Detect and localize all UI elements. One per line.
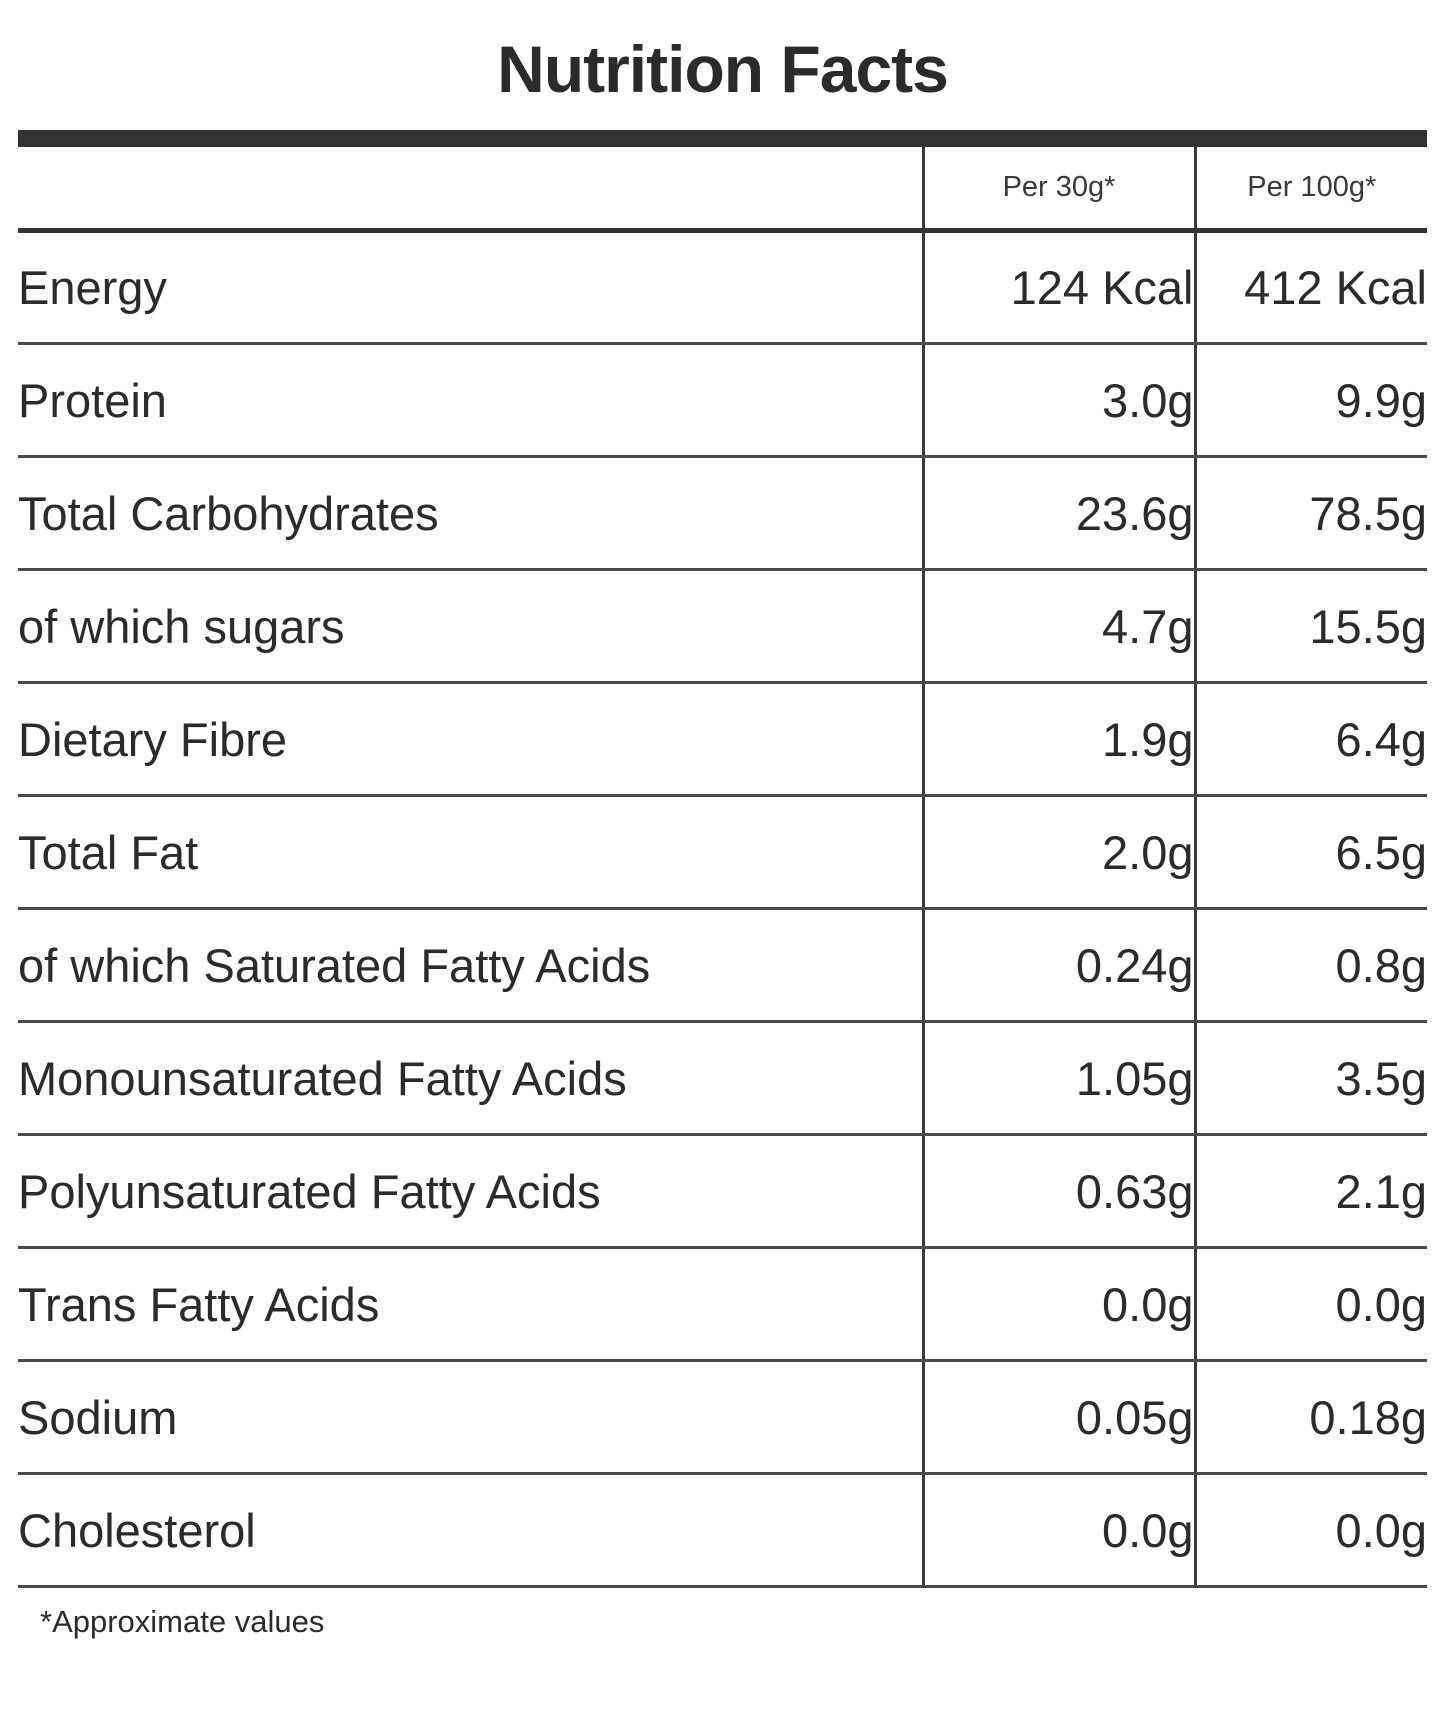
nutrient-name: Polyunsaturated Fatty Acids [18, 1135, 923, 1248]
nutrient-name: Cholesterol [18, 1474, 923, 1587]
nutrient-value-per-serving: 23.6g [923, 457, 1195, 570]
nutrient-name: Total Fat [18, 796, 923, 909]
nutrient-value-per-serving: 0.0g [923, 1474, 1195, 1587]
table-row [18, 1135, 1427, 1248]
page-title: Nutrition Facts [497, 32, 948, 106]
nutrient-value-per-serving: 0.24g [923, 909, 1195, 1022]
column-header-nutrient [18, 147, 923, 231]
nutrient-name: Sodium [18, 1361, 923, 1474]
nutrient-value-per-serving: 1.9g [923, 683, 1195, 796]
nutrient-name: Trans Fatty Acids [18, 1248, 923, 1361]
table-header-row [18, 147, 1427, 231]
nutrient-name: of which sugars [18, 570, 923, 683]
table-row [18, 683, 1427, 796]
nutrient-name: Monounsaturated Fatty Acids [18, 1022, 923, 1135]
table-row [18, 570, 1427, 683]
nutrient-value-per-100g: 15.5g [1195, 570, 1427, 683]
table-row [18, 1248, 1427, 1361]
nutrient-value-per-100g: 78.5g [1195, 457, 1427, 570]
nutrient-value-per-100g: 6.5g [1195, 796, 1427, 909]
nutrient-value-per-100g: 6.4g [1195, 683, 1427, 796]
nutrient-name: of which Saturated Fatty Acids [18, 909, 923, 1022]
nutrient-value-per-100g: 412 Kcal [1195, 231, 1427, 344]
nutrient-value-per-serving: 1.05g [923, 1022, 1195, 1135]
table-row [18, 1022, 1427, 1135]
nutrition-table [18, 147, 1427, 1589]
nutrient-value-per-serving: 3.0g [923, 344, 1195, 457]
table-row [18, 1361, 1427, 1474]
nutrient-value-per-100g: 0.0g [1195, 1248, 1427, 1361]
table-row [18, 1474, 1427, 1587]
nutrient-value-per-100g: 0.8g [1195, 909, 1427, 1022]
nutrient-value-per-100g: 2.1g [1195, 1135, 1427, 1248]
nutrient-name: Protein [18, 344, 923, 457]
nutrient-name: Energy [18, 231, 923, 344]
table-row [18, 909, 1427, 1022]
footnote: *Approximate values [40, 1604, 325, 1640]
nutrient-value-per-serving: 2.0g [923, 796, 1195, 909]
nutrient-value-per-serving: 4.7g [923, 570, 1195, 683]
column-header-per-serving: Per 30g* [923, 147, 1195, 231]
nutrient-value-per-serving: 0.05g [923, 1361, 1195, 1474]
table-row [18, 344, 1427, 457]
header-divider [18, 130, 1427, 147]
table-body [18, 231, 1427, 1587]
column-header-per-100g: Per 100g* [1195, 147, 1427, 231]
table-row [18, 796, 1427, 909]
nutrient-value-per-100g: 9.9g [1195, 344, 1427, 457]
nutrient-value-per-serving: 0.0g [923, 1248, 1195, 1361]
table-row [18, 231, 1427, 344]
nutrient-name: Total Carbohydrates [18, 457, 923, 570]
nutrient-name: Dietary Fibre [18, 683, 923, 796]
nutrient-value-per-100g: 3.5g [1195, 1022, 1427, 1135]
table-row [18, 457, 1427, 570]
nutrient-value-per-100g: 0.18g [1195, 1361, 1427, 1474]
nutrient-value-per-serving: 0.63g [923, 1135, 1195, 1248]
nutrient-value-per-serving: 124 Kcal [923, 231, 1195, 344]
nutrient-value-per-100g: 0.0g [1195, 1474, 1427, 1587]
